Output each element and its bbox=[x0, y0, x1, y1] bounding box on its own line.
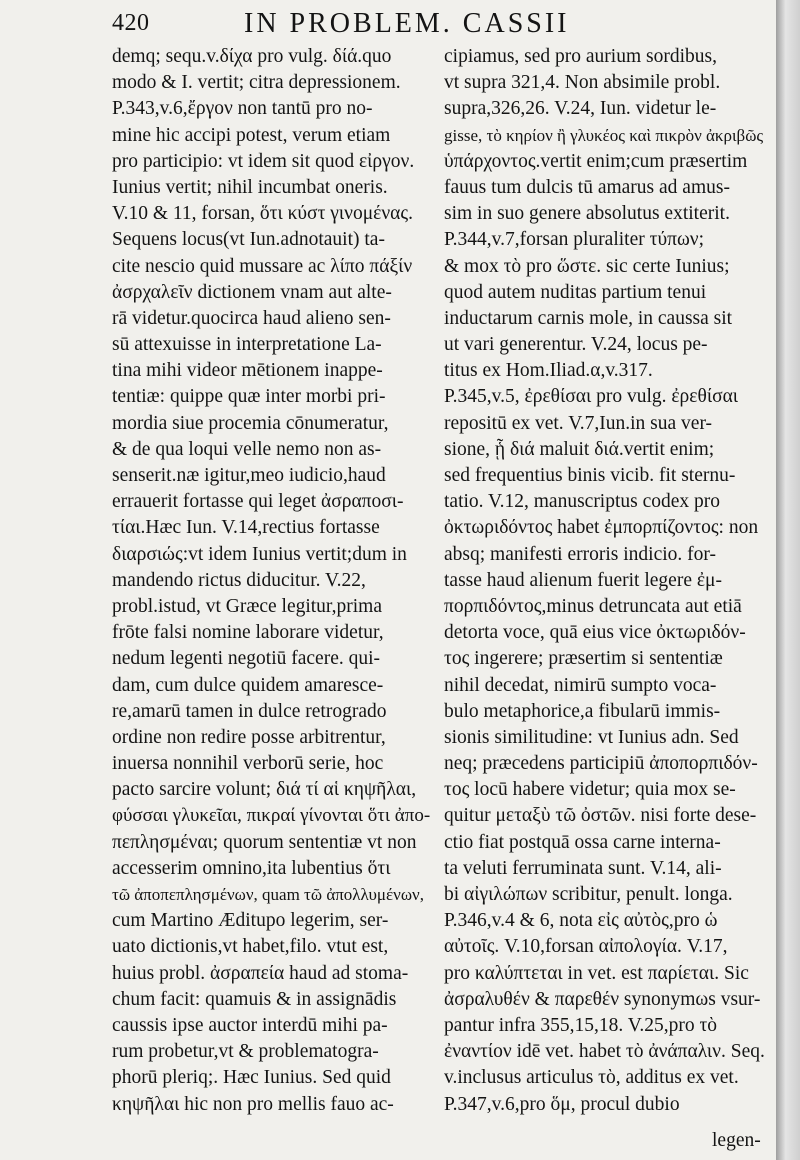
text-line: P.345,v.5, ἐρεθίσαι pro vulg. ἐρεθίσαι bbox=[444, 386, 739, 408]
text-line: vt supra 321,4. Non absimile probl. bbox=[444, 72, 721, 94]
text-line: rum probetur,vt & problematogra- bbox=[112, 1041, 379, 1063]
text-line: τος ingerere; præsertim si sententiæ bbox=[444, 648, 723, 670]
text-line: ἀσραλυθέν & παρεθέν synonymωs vsur- bbox=[444, 988, 761, 1010]
text-line: errauerit fortasse qui leget ἀσραποσι- bbox=[112, 491, 404, 513]
text-line: mordia siue procemia cōnumeratur, bbox=[112, 412, 389, 434]
text-line: sim in suo genere absolutus extiterit. bbox=[444, 203, 730, 225]
text-line: P.343,v.6,ἔργον non tantū pro no- bbox=[112, 98, 373, 120]
text-line: titus ex Hom.Iliad.α,v.317. bbox=[444, 360, 653, 382]
text-line: v.inclusus articulus τὸ, additus ex vet. bbox=[444, 1067, 739, 1089]
text-line: cipiamus, sed pro aurium sordibus, bbox=[444, 46, 717, 67]
text-line: re,amarū tamen in dulce retrogrado bbox=[112, 700, 387, 722]
page-header bbox=[112, 4, 772, 44]
text-line: P.344,v.7,forsan pluraliter τύπων; bbox=[444, 229, 705, 251]
text-line: ordine non redire posse arbitrentur, bbox=[112, 726, 386, 748]
text-line: & mox τὸ pro ὥστε. sic certe Iunius; bbox=[444, 255, 730, 277]
text-line: τῶ ἀποπεπλησμένων, quam τῶ ἀπολλυμένων, bbox=[112, 885, 424, 904]
text-line: fauus tum dulcis tū amarus ad amus- bbox=[444, 176, 730, 198]
text-line: huius probl. ἀσραπεία haud ad stoma- bbox=[112, 962, 409, 984]
text-line: inuersa nonnihil verborū serie, hoc bbox=[112, 753, 384, 775]
left-text-column bbox=[112, 44, 432, 1118]
text-line: detorta voce, quā eius vice ὀκτωριδόν- bbox=[444, 622, 746, 644]
text-line: pro participio: vt idem sit quod εἰργον. bbox=[112, 150, 415, 172]
text-line: τος locū habere videtur; quia mox se- bbox=[444, 779, 736, 801]
text-line: gisse, τὸ κηρίον ἢ γλυκέος καὶ πικρὸν ἀκριβῶς bbox=[444, 125, 764, 145]
text-line: accesserim omnino,ita lubentius ὅτι bbox=[112, 857, 391, 879]
text-line: pacto sarcire volunt; διά τί αἱ κηψῆλαι, bbox=[112, 779, 417, 801]
text-line: πεπλησμέναι; quorum sententiæ vt non bbox=[112, 831, 417, 853]
text-line: κηψῆλαι hic non pro mellis fauo ac- bbox=[112, 1093, 394, 1115]
text-line: ctio fiat postquā ossa carne interna- bbox=[444, 831, 721, 853]
text-line: phorū pleriq;. Hæc Iunius. Sed quid bbox=[112, 1067, 391, 1089]
text-line: supra,326,26. V.24, Iun. videtur le- bbox=[444, 98, 717, 120]
text-line: tentiæ: quippe quæ inter morbi pri- bbox=[112, 386, 386, 408]
text-line: quod autem nuditas partium tenui bbox=[444, 281, 707, 303]
text-line: ὀκτωριδόντος habet ἐμπορπίζοντος: non bbox=[444, 517, 759, 539]
text-line: neq; præcedens participiū ἀποπορπιδόν- bbox=[444, 753, 758, 775]
text-line: Sequens locus(vt Iun.adnotauit) ta- bbox=[112, 229, 385, 251]
text-line: πορπιδόντος,minus detruncata aut etiā bbox=[444, 595, 742, 617]
text-line: nedum legenti negotiū facere. qui- bbox=[112, 648, 381, 670]
text-line: tatio. V.12, manuscriptus codex pro bbox=[444, 491, 721, 513]
text-line: cite nescio quid mussare ac λίπο πάξίν bbox=[112, 255, 413, 277]
text-line: frōte falsi nomine laborare videtur, bbox=[112, 622, 384, 644]
text-line: φύσσαι γλυκεῖαι, πικραί γίνονται ὅτι ἀπο- bbox=[112, 805, 431, 827]
text-line: modo & I. vertit; citra depressionem. bbox=[112, 72, 401, 94]
text-line: rā videtur.quocirca haud alieno sen- bbox=[112, 307, 391, 329]
text-line: inductarum carnis mole, in caussa sit bbox=[444, 307, 733, 329]
text-line: uato dictionis,vt habet,filo. vtut est, bbox=[112, 936, 389, 958]
text-line: & de qua loqui velle nemo non as- bbox=[112, 438, 382, 460]
running-title: IN PROBLEM. CASSII bbox=[244, 8, 570, 39]
catchword: legen- bbox=[712, 1130, 761, 1151]
text-line: bi αἰγιλώπων scribitur, penult. longa. bbox=[444, 884, 733, 905]
text-line: absq; manifesti erroris indicio. for- bbox=[444, 543, 716, 565]
text-line: ὑπάρχοντος.vertit enim;cum præsertim bbox=[444, 150, 748, 172]
text-line: quitur μεταξὺ τῶ ὀστῶν. nisi forte dese- bbox=[444, 805, 757, 827]
text-line: ἐναντίον idē vet. habet τὸ ἀνάπαλιν. Seq. bbox=[444, 1041, 765, 1063]
text-line: P.347,v.6,pro ὅμ, procul dubio bbox=[444, 1093, 680, 1115]
text-line: cum Martino Æditupo legerim, ser- bbox=[112, 910, 389, 932]
text-line: pantur infra 355,15,18. V.25,pro τὸ bbox=[444, 1014, 718, 1036]
page-number: 420 bbox=[112, 10, 150, 36]
text-line: αὐτοῖς. V.10,forsan αἰπολογία. V.17, bbox=[444, 936, 728, 958]
text-line: ut vari generentur. V.24, locus pe- bbox=[444, 334, 708, 356]
text-line: dam, cum dulce quidem amaresce- bbox=[112, 674, 384, 696]
text-line: ἀσρχαλεῖν dictionem vnam aut alte- bbox=[112, 281, 392, 303]
text-line: tasse haud alienum fuerit legere ἐμ- bbox=[444, 569, 722, 591]
text-line: caussis ipse auctor interdū mihi pa- bbox=[112, 1014, 388, 1036]
text-line: senserit.næ igitur,meo iudicio,haud bbox=[112, 465, 386, 486]
text-line: τίαι.Hæc Iun. V.14,rectius fortasse bbox=[112, 517, 380, 539]
text-line: repositū ex vet. V.7,Iun.in sua ver- bbox=[444, 412, 713, 434]
right-text-column bbox=[444, 44, 766, 1118]
text-line: bulo metaphorice,a fibularū immis- bbox=[444, 700, 721, 722]
text-line: demq; sequ.v.δίχα pro vulg. δίά.quo bbox=[112, 46, 392, 67]
text-line: tina mihi videor mētionem inappe- bbox=[112, 360, 383, 382]
text-line: sione, ᾗ διά maluit διά.vertit enim; bbox=[444, 438, 715, 460]
text-line: V.10 & 11, forsan, ὅτι κύστ γινομένας. bbox=[112, 203, 413, 225]
text-line: probl.istud, vt Græce legitur,prima bbox=[112, 595, 383, 617]
text-line: sed frequentius binis vicib. fit sternu- bbox=[444, 465, 736, 486]
text-line: sū attexuisse in interpretatione La- bbox=[112, 334, 382, 356]
text-line: P.346,v.4 & 6, nota εἰς αὐτὸς,pro ὡ bbox=[444, 910, 718, 932]
text-line: διαρσιώς:vt idem Iunius vertit;dum in bbox=[112, 543, 407, 565]
text-line: pro καλύπτεται in vet. est παρίεται. Sic bbox=[444, 962, 749, 984]
text-line: nihil decedat, nimirū sumpto voca- bbox=[444, 674, 717, 696]
text-line: Iunius vertit; nihil incumbat oneris. bbox=[112, 176, 388, 198]
text-line: mandendo rictus diducitur. V.22, bbox=[112, 569, 366, 591]
text-line: chum facit: quamuis & in assignādis bbox=[112, 988, 397, 1010]
text-line: ta veluti ferruminata sunt. V.14, ali- bbox=[444, 857, 722, 879]
page-edge-shadow bbox=[776, 0, 800, 1160]
text-line: mine hic accipi potest, verum etiam bbox=[112, 124, 391, 146]
text-line: sionis similitudine: vt Iunius adn. Sed bbox=[444, 726, 739, 748]
